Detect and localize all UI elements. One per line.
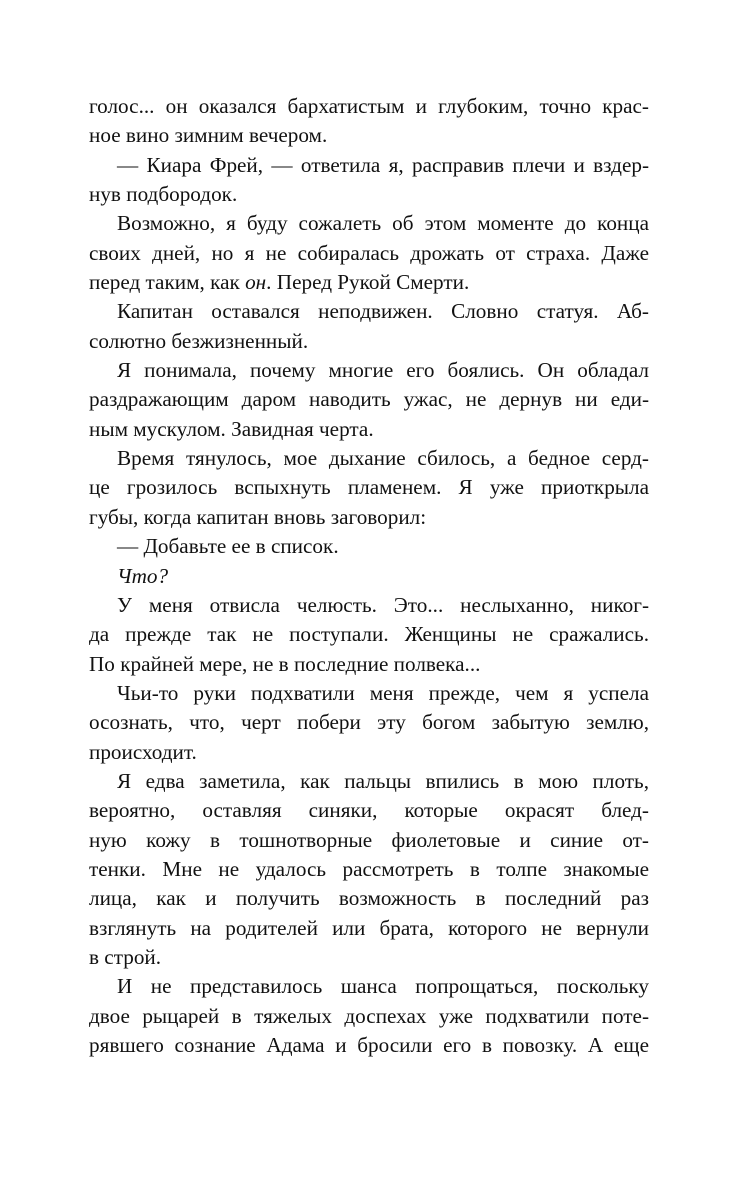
paragraph bbox=[89, 356, 649, 444]
paragraph bbox=[89, 679, 649, 767]
text-line: губы, когда капитан вновь заговорил: bbox=[89, 504, 427, 529]
text-line: двое рыцарей в тяжелых доспехах уже подхватили поте- bbox=[89, 1003, 649, 1028]
text-line: Возможно, я буду сожалеть об этом моменте до конца bbox=[117, 211, 649, 236]
text-line: ное вино зимним вечером. bbox=[89, 123, 328, 148]
paragraph bbox=[89, 767, 649, 972]
text-line: своих дней, но я не собиралась дрожать от страха. Даже bbox=[89, 240, 649, 265]
italic-word: он bbox=[245, 270, 267, 295]
paragraph bbox=[89, 444, 649, 532]
text-line: голос... он оказался бархатистым и глубоким, точно крас- bbox=[89, 94, 649, 118]
text-line: ным мускулом. Завидная черта. bbox=[89, 416, 374, 441]
paragraph bbox=[89, 972, 649, 1060]
text-line: Я едва заметила, как пальцы впились в мою плоть, bbox=[117, 768, 649, 793]
text-line: да прежде так не поступали. Женщины не сражались. bbox=[89, 622, 649, 647]
text-line: осознать, что, черт побери эту богом забытую землю, bbox=[89, 710, 649, 735]
paragraph bbox=[89, 209, 649, 297]
text-line: лица, как и получить возможность в последний раз bbox=[89, 886, 649, 911]
text-line: По крайней мере, не в последние полвека... bbox=[89, 651, 481, 676]
text-line: Я понимала, почему многие его боялись. Он обладал bbox=[117, 358, 649, 383]
text-line-mixed bbox=[89, 268, 649, 297]
paragraph bbox=[89, 92, 649, 151]
paragraph bbox=[89, 532, 649, 561]
text-line: це грозилось вспыхнуть пламенем. Я уже приоткрыла bbox=[89, 475, 649, 500]
text-run: перед таким, как bbox=[89, 270, 246, 295]
text-line: тенки. Мне не удалось рассмотреть в толпе знакомые bbox=[89, 856, 649, 881]
paragraph bbox=[89, 591, 649, 679]
text-line: Капитан оставался неподвижен. Словно статуя. Аб- bbox=[117, 299, 649, 324]
italic-line: Что? bbox=[117, 563, 169, 588]
paragraph bbox=[89, 562, 649, 591]
text-line: взглянуть на родителей или брата, которого не вернули bbox=[89, 915, 649, 940]
text-line: Время тянулось, мое дыхание сбилось, а бедное серд- bbox=[117, 446, 649, 471]
text-line: рявшего сознание Адама и бросили его в повозку. А еще bbox=[89, 1033, 649, 1057]
text-line: У меня отвисла челюсть. Это... неслыханно, никог- bbox=[117, 592, 649, 617]
text-line: происходит. bbox=[89, 739, 197, 764]
text-line: — Добавьте ее в список. bbox=[117, 534, 339, 559]
text-line: раздражающим даром наводить ужас, не дернув ни еди- bbox=[89, 387, 649, 412]
text-line: вероятно, оставляя синяки, которые окрасят блед- bbox=[89, 798, 649, 823]
text-line: солютно безжизненный. bbox=[89, 328, 309, 353]
text-line: — Киара Фрей, — ответила я, расправив плечи и вздер- bbox=[117, 152, 649, 177]
text-line: И не представилось шанса попрощаться, поскольку bbox=[117, 974, 649, 999]
text-line: Чьи-то руки подхватили меня прежде, чем я успела bbox=[117, 680, 649, 705]
page-text-block bbox=[89, 92, 649, 1060]
text-line: в строй. bbox=[89, 944, 162, 969]
paragraph bbox=[89, 297, 649, 356]
text-line: ную кожу в тошнотворные фиолетовые и синие от- bbox=[89, 827, 649, 852]
text-line: нув подбородок. bbox=[89, 182, 238, 207]
paragraph bbox=[89, 151, 649, 210]
text-run: . Перед Рукой Смерти. bbox=[266, 270, 470, 295]
